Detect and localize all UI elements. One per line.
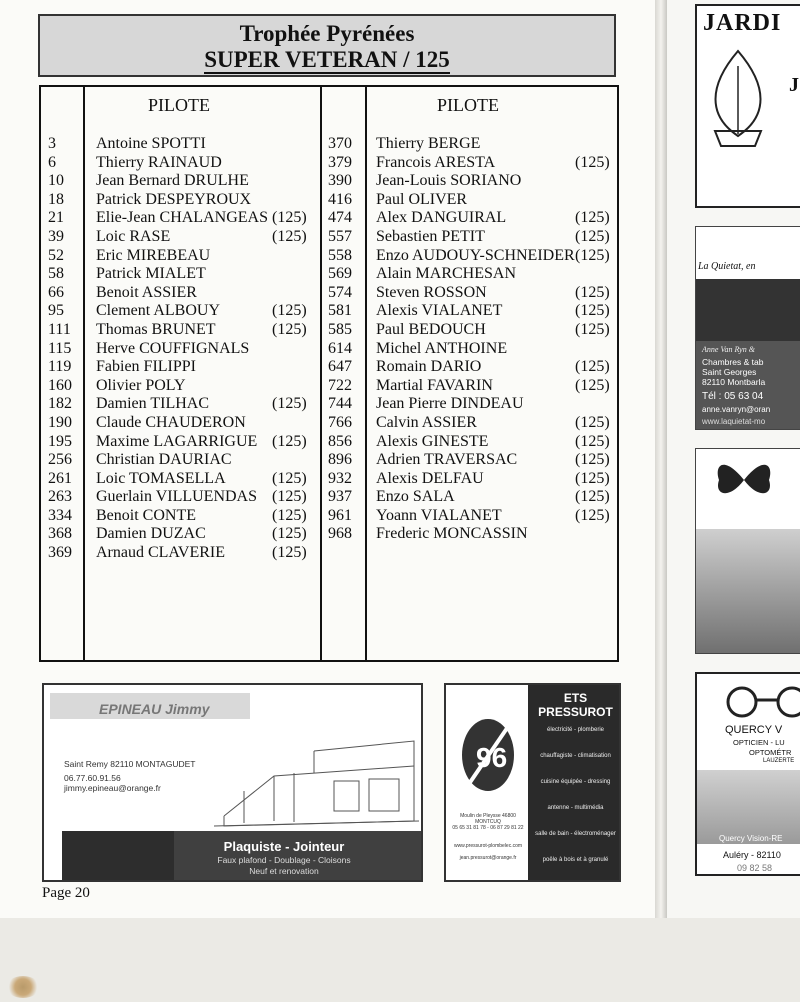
- pilot-name: Alexis GINESTE: [376, 432, 489, 450]
- pilot-class: [272, 172, 307, 191]
- left-class-column: [272, 135, 307, 563]
- pilot-name: Frederic MONCASSIN: [376, 525, 528, 543]
- pilot-class: (125): [575, 153, 610, 171]
- pilot-name: Guerlain VILLUENDAS: [96, 488, 258, 506]
- pilot-name: Thierry RAINAUD: [96, 153, 222, 171]
- pilot-class: (125): [575, 506, 610, 524]
- pilot-number: 647: [328, 358, 352, 376]
- jardin-title: JARDI: [703, 10, 782, 36]
- pilot-number: 66: [48, 283, 64, 301]
- shop-photo: [697, 770, 800, 844]
- pilot-number: 21: [48, 209, 64, 227]
- house-drawing-icon: [214, 721, 419, 831]
- quietat-tagline: La Quietat, en: [698, 261, 756, 272]
- pilot-header-right: PILOTE: [437, 95, 499, 115]
- pilot-name: Herve COUFFIGNALS: [96, 339, 250, 357]
- pilot-name: Clement ALBOUY: [96, 302, 220, 320]
- pilot-class: (125): [272, 469, 307, 487]
- pilot-class: [575, 172, 610, 191]
- column-divider: [320, 87, 322, 660]
- advert-phone: 06.77.60.91.56: [64, 773, 121, 783]
- quercy-phone: 09 82 58: [737, 863, 773, 873]
- leaf-logo-icon: [703, 46, 773, 156]
- pressurot-web: www.pressurot-plombelec.com: [453, 843, 523, 849]
- quercy-social: Quercy Vision-RE: [719, 834, 783, 843]
- pilot-number: 182: [48, 395, 72, 413]
- pilot-number: 390: [328, 172, 352, 190]
- pilot-class: [272, 265, 307, 284]
- pilot-name: Claude CHAUDERON: [96, 413, 246, 431]
- pressurot-service: salle de bain - électroménager: [535, 831, 616, 837]
- pilot-class: [272, 191, 307, 210]
- pilot-name: Alex DANGUIRAL: [376, 209, 507, 227]
- advert-email: jimmy.epineau@orange.fr: [64, 783, 161, 793]
- quietat-photo: [696, 279, 800, 341]
- pressurot-service: antenne - multimédia: [547, 805, 604, 811]
- left-name-column: [96, 135, 268, 563]
- right-number-column: [328, 135, 352, 544]
- pilot-number: 585: [328, 320, 352, 338]
- pilot-number: 379: [328, 153, 352, 171]
- pilot-class: [272, 247, 307, 266]
- pilot-name: Alexis DELFAU: [376, 469, 484, 487]
- pilot-class: (125): [575, 227, 610, 245]
- pilot-class: [272, 451, 307, 470]
- facing-page: [667, 0, 800, 918]
- pilot-name: Adrien TRAVERSAC: [376, 451, 518, 469]
- logo-number: 96: [476, 742, 508, 773]
- pilot-name: Maxime LAGARRIGUE: [96, 432, 258, 450]
- pilot-number: 95: [48, 302, 64, 320]
- pilot-number: 3: [48, 135, 56, 152]
- pressurot-advert: [444, 683, 621, 882]
- pilot-class: [575, 525, 610, 544]
- pilot-class: [575, 265, 610, 284]
- column-divider: [365, 87, 367, 660]
- pilot-name: Enzo AUDOUY-SCHNEIDER: [376, 246, 575, 264]
- pilot-name: Jean-Louis SORIANO: [376, 172, 522, 190]
- pilot-class: (125): [272, 544, 307, 562]
- pilot-number: 334: [48, 506, 72, 524]
- pilot-class: (125): [272, 488, 307, 506]
- pilot-number: 369: [48, 544, 72, 562]
- pilot-name: Arnaud CLAVERIE: [96, 544, 226, 562]
- pilot-class: [575, 395, 610, 414]
- pilot-class: [272, 154, 307, 173]
- pilot-number: 119: [48, 358, 72, 376]
- quercy-line3: LAUZERTE: [763, 758, 795, 764]
- pilot-name: Elie-Jean CHALANGEAS: [96, 209, 268, 227]
- title-box: [38, 14, 616, 77]
- quercy-line1: OPTICIEN - LU: [733, 738, 785, 747]
- pilot-number: 256: [48, 451, 72, 469]
- pilot-class: [575, 191, 610, 210]
- quercy-vision-advert: [695, 672, 800, 876]
- pilot-number: 961: [328, 506, 352, 524]
- pilot-class: (125): [575, 376, 610, 394]
- pilot-number: 263: [48, 488, 72, 506]
- pilot-class: (125): [272, 432, 307, 450]
- category-subtitle: SUPER VETERAN / 125: [204, 47, 450, 72]
- right-class-column: [575, 135, 610, 544]
- pilot-number: 614: [328, 339, 352, 357]
- pressurot-service: cuisine équipée - dressing: [540, 779, 611, 785]
- pilot-number: 10: [48, 172, 64, 190]
- glasses-icon: [717, 684, 800, 720]
- pilot-class: (125): [575, 488, 610, 506]
- pilot-class: (125): [575, 469, 610, 487]
- pilot-name: Fabien FILIPPI: [96, 358, 196, 376]
- pilot-name: Francois ARESTA: [376, 153, 496, 171]
- quercy-address: Auléry - 82110: [723, 850, 781, 860]
- pilot-class: (125): [575, 283, 610, 301]
- pilot-number: 968: [328, 525, 352, 543]
- pilot-name: Jean Pierre DINDEAU: [376, 395, 524, 413]
- pilot-number: 896: [328, 451, 352, 469]
- pilot-number: 18: [48, 190, 64, 208]
- pilot-name: Christian DAURIAC: [96, 451, 232, 469]
- pilot-name: Martial FAVARIN: [376, 376, 493, 394]
- butterfly-icon: [714, 455, 774, 505]
- quietat-line3: 82110 Montbarla: [702, 377, 766, 387]
- pilot-name: Benoit CONTE: [96, 506, 196, 524]
- pilot-class: (125): [272, 395, 307, 413]
- pilot-number: 558: [328, 246, 352, 264]
- pilot-class: (125): [575, 320, 610, 338]
- pilot-name: Paul BEDOUCH: [376, 320, 486, 338]
- pilot-name: Loic TOMASELLA: [96, 469, 226, 487]
- pilot-header-left: PILOTE: [148, 95, 210, 115]
- pilot-class: [272, 414, 307, 433]
- advert-company-name: EPINEAU Jimmy: [99, 701, 210, 717]
- pilot-number: 39: [48, 227, 64, 245]
- pressurot-address: Moulin de Pleysse 46800 MONTCUQ: [460, 813, 516, 825]
- pilot-number: 115: [48, 339, 72, 357]
- pilot-name: Alain MARCHESAN: [376, 265, 517, 283]
- pilot-name: Benoit ASSIER: [96, 283, 197, 301]
- pilot-name: Damien TILHAC: [96, 395, 210, 413]
- pilot-number: 557: [328, 227, 352, 245]
- pilot-class: [272, 135, 307, 154]
- advert-services-line1: Faux plafond - Doublage - Cloisons: [217, 855, 351, 865]
- pilot-class: (125): [575, 358, 610, 376]
- pilot-number: 261: [48, 469, 72, 487]
- pilot-class: [272, 377, 307, 396]
- pilot-number: 722: [328, 376, 352, 394]
- quietat-advert: [695, 226, 800, 430]
- pilot-number: 58: [48, 265, 64, 283]
- table-surface: [0, 918, 800, 1002]
- page-number: Page 20: [42, 885, 90, 901]
- pilot-number: 574: [328, 283, 352, 301]
- epineau-advert: [42, 683, 423, 882]
- photo-advert: [695, 448, 800, 654]
- left-number-column: [48, 135, 72, 563]
- pilot-number: 52: [48, 246, 64, 264]
- pilot-table: [39, 85, 619, 662]
- pilot-number: 932: [328, 469, 352, 487]
- pilot-class: (125): [272, 302, 307, 320]
- jardin-letter: J: [789, 74, 799, 96]
- pilot-name: Yoann VIALANET: [376, 506, 502, 524]
- pilot-class: [272, 340, 307, 359]
- pilot-number: 937: [328, 488, 352, 506]
- pressurot-service: chauffagiste - climatisation: [540, 753, 611, 759]
- pilot-name: Alexis VIALANET: [376, 302, 503, 320]
- page-title: Trophée Pyrénées: [239, 21, 415, 46]
- pilot-name: Thierry BERGE: [376, 135, 481, 152]
- quietat-line2: Saint Georges: [702, 367, 757, 377]
- pressurot-service: poêle à bois et à granulé: [542, 857, 609, 863]
- pilot-name: Steven ROSSON: [376, 283, 487, 301]
- pressurot-phones: 05 65 31 81 78 - 06 87 29 81 22: [452, 825, 524, 831]
- pilot-class: (125): [272, 525, 307, 543]
- quietat-owner: Anne Van Ryn &: [702, 345, 755, 354]
- pressurot-logo-icon: [456, 705, 520, 805]
- pilot-number: 474: [328, 209, 352, 227]
- pilot-number: 190: [48, 413, 72, 431]
- paper-stain: [6, 976, 40, 998]
- right-name-column: [376, 135, 575, 544]
- pilot-class: [575, 340, 610, 359]
- pilot-class: (125): [575, 302, 610, 320]
- pilot-number: 111: [48, 320, 71, 338]
- column-divider: [83, 87, 85, 660]
- advert-services: [154, 855, 414, 877]
- pilot-number: 581: [328, 302, 352, 320]
- pilot-name: Patrick DESPEYROUX: [96, 190, 252, 208]
- pilot-number: 856: [328, 432, 352, 450]
- pilot-class: [272, 284, 307, 303]
- pilot-number: 368: [48, 525, 72, 543]
- pilot-name: Sebastien PETIT: [376, 227, 485, 245]
- pilot-number: 744: [328, 395, 352, 413]
- jardin-advert: [695, 4, 800, 208]
- pilot-name: Loic RASE: [96, 227, 171, 245]
- pilot-number: 766: [328, 413, 352, 431]
- pilot-number: 569: [328, 265, 352, 283]
- pressurot-title: ETS PRESSUROT: [538, 691, 613, 719]
- advert-trade: Plaquiste - Jointeur: [223, 839, 345, 854]
- pilot-name: Calvin ASSIER: [376, 413, 477, 431]
- pilot-name: Jean Bernard DRULHE: [96, 172, 249, 190]
- quietat-phone: Tél : 05 63 04: [702, 391, 764, 402]
- pilot-class: (125): [575, 451, 610, 469]
- pilot-name: Antoine SPOTTI: [96, 135, 206, 152]
- page-gutter: [655, 0, 667, 918]
- pilot-class: (125): [575, 246, 610, 264]
- pilot-name: Paul OLIVER: [376, 190, 468, 208]
- quercy-line2: OPTOMÉTR: [749, 748, 792, 757]
- pilot-number: 370: [328, 135, 352, 152]
- pilot-name: Patrick MIALET: [96, 265, 206, 283]
- pilot-name: Olivier POLY: [96, 376, 186, 394]
- pilot-name: Eric MIREBEAU: [96, 246, 211, 264]
- advert-address: Saint Remy 82110 MONTAGUDET: [64, 759, 196, 769]
- pilot-number: 6: [48, 153, 56, 171]
- pilot-number: 416: [328, 190, 352, 208]
- pilot-name: Michel ANTHOINE: [376, 339, 508, 357]
- pilot-name: Enzo SALA: [376, 488, 455, 506]
- people-car-photo: [696, 529, 800, 654]
- pressurot-email: jean.pressurot@orange.fr: [459, 855, 517, 861]
- quietat-line1: Chambres & tab: [702, 357, 764, 367]
- pilot-class: (125): [575, 209, 610, 227]
- quietat-email: anne.vanryn@oran: [702, 405, 771, 414]
- pilot-class: (125): [575, 413, 610, 431]
- pressurot-service: électricité - plomberie: [546, 727, 605, 733]
- pilot-class: [272, 358, 307, 377]
- quietat-web: www.laquietat-mo: [702, 417, 766, 426]
- pilot-name: Thomas BRUNET: [96, 320, 216, 338]
- pilot-name: Damien DUZAC: [96, 525, 206, 543]
- pilot-class: (125): [272, 227, 307, 245]
- pilot-class: (125): [575, 432, 610, 450]
- pilot-class: (125): [272, 209, 307, 227]
- pilot-class: (125): [272, 320, 307, 338]
- pilot-class: [575, 135, 610, 154]
- pilot-name: Romain DARIO: [376, 358, 482, 376]
- pilot-number: 195: [48, 432, 72, 450]
- pilot-class: (125): [272, 506, 307, 524]
- advert-services-line2: Neuf et renovation: [249, 866, 319, 876]
- pilot-number: 160: [48, 376, 72, 394]
- quercy-title: QUERCY V: [725, 724, 783, 736]
